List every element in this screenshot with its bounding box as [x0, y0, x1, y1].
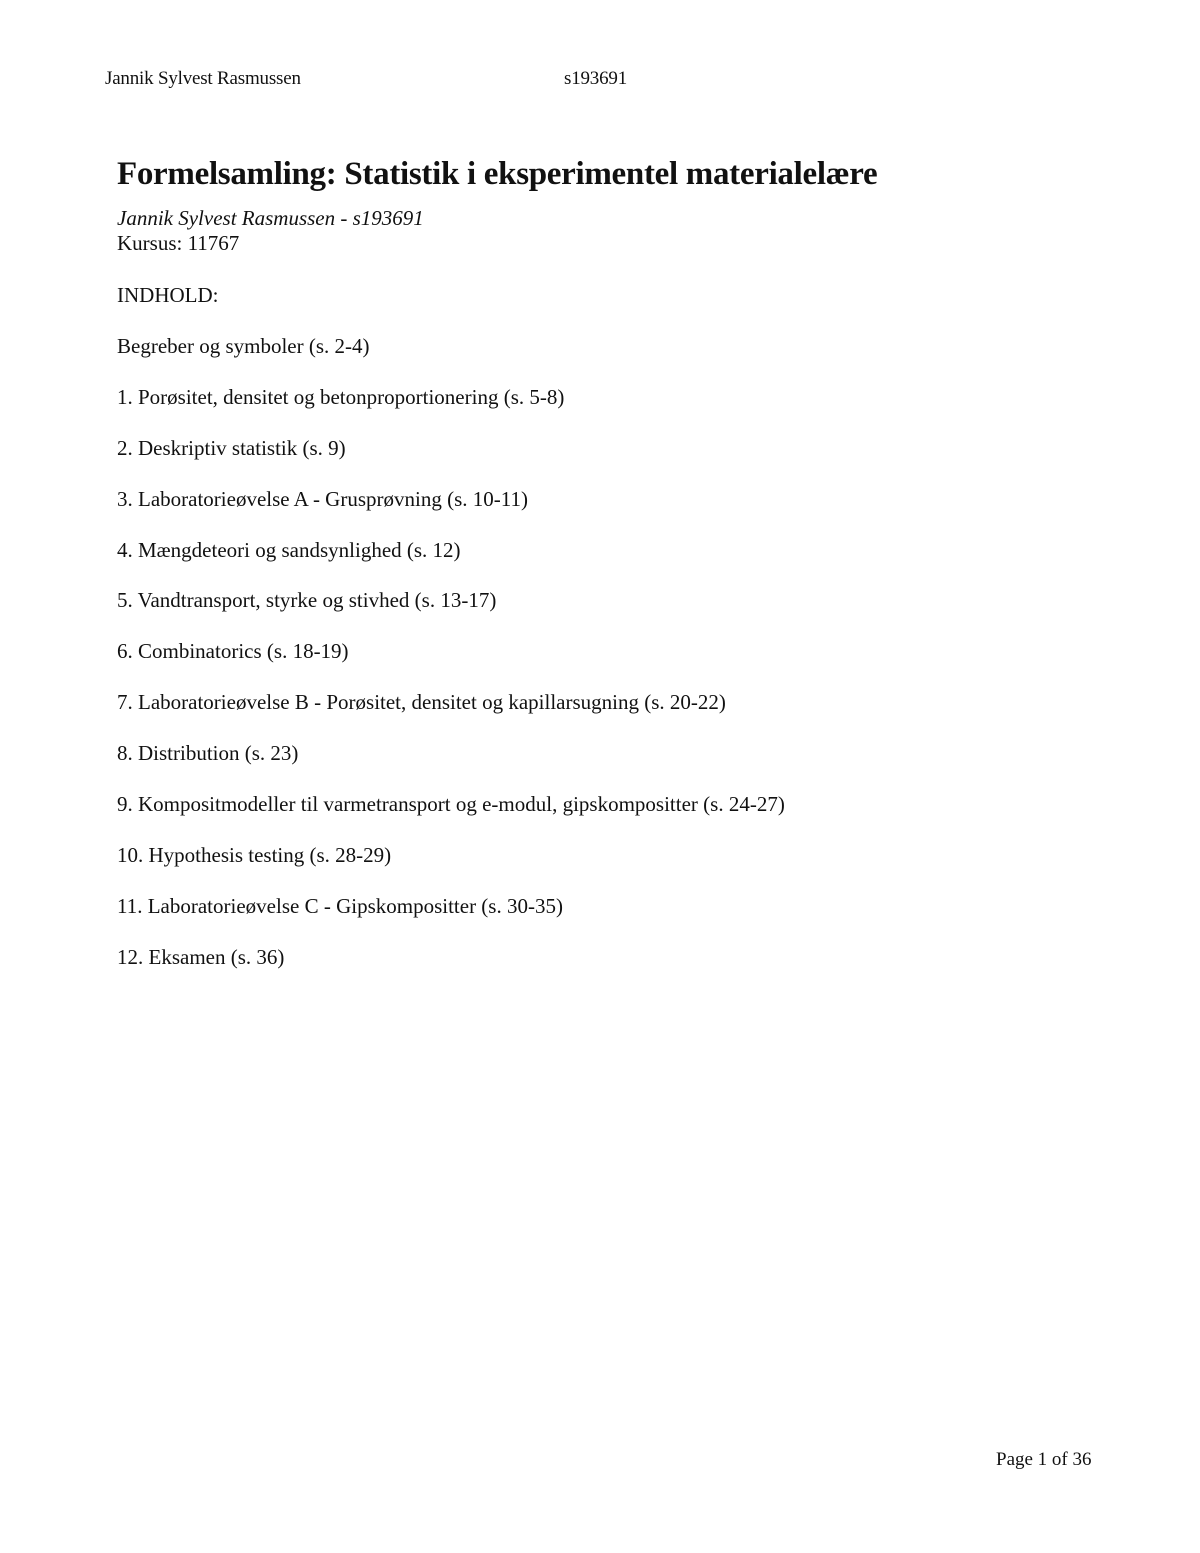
toc-item: 1. Porøsitet, densitet og betonproportionering (s. 5-8): [117, 384, 565, 409]
page-header: [0, 68, 1200, 94]
toc-item: 12. Eksamen (s. 36): [117, 944, 285, 969]
toc-item: 8. Distribution (s. 23): [117, 741, 299, 766]
page-number: Page 1 of 36: [996, 1449, 1092, 1470]
toc-item: Begreber og symboler (s. 2-4): [117, 334, 370, 358]
toc-item: 11. Laboratorieøvelse C - Gipskompositter (s. 30-35): [117, 893, 563, 918]
author-byline: Jannik Sylvest Rasmussen - s193691: [117, 206, 424, 230]
header-student-id: s193691: [564, 68, 627, 89]
document-title: Formelsamling: Statistik i eksperimentel materialelære: [117, 156, 878, 192]
toc-item: 9. Kompositmodeller til varmetransport og e-modul, gipskompositter (s. 24-27): [117, 792, 785, 817]
toc-item: 6. Combinatorics (s. 18-19): [117, 639, 349, 664]
table-of-contents: [117, 333, 785, 995]
toc-item: 7. Laboratorieøvelse B - Porøsitet, densitet og kapillarsugning (s. 20-22): [117, 690, 726, 715]
toc-heading: INDHOLD:: [117, 283, 219, 307]
header-author: Jannik Sylvest Rasmussen: [105, 68, 301, 89]
toc-item: 4. Mængdeteori og sandsynlighed (s. 12): [117, 537, 461, 562]
course-number: Kursus: 11767: [117, 231, 240, 255]
toc-item: 5. Vandtransport, styrke og stivhed (s. 13-17): [117, 588, 497, 613]
toc-item: 10. Hypothesis testing (s. 28-29): [117, 842, 392, 867]
toc-item: 3. Laboratorieøvelse A - Grusprøvning (s. 10-11): [117, 486, 528, 511]
toc-item: 2. Deskriptiv statistik (s. 9): [117, 435, 346, 460]
